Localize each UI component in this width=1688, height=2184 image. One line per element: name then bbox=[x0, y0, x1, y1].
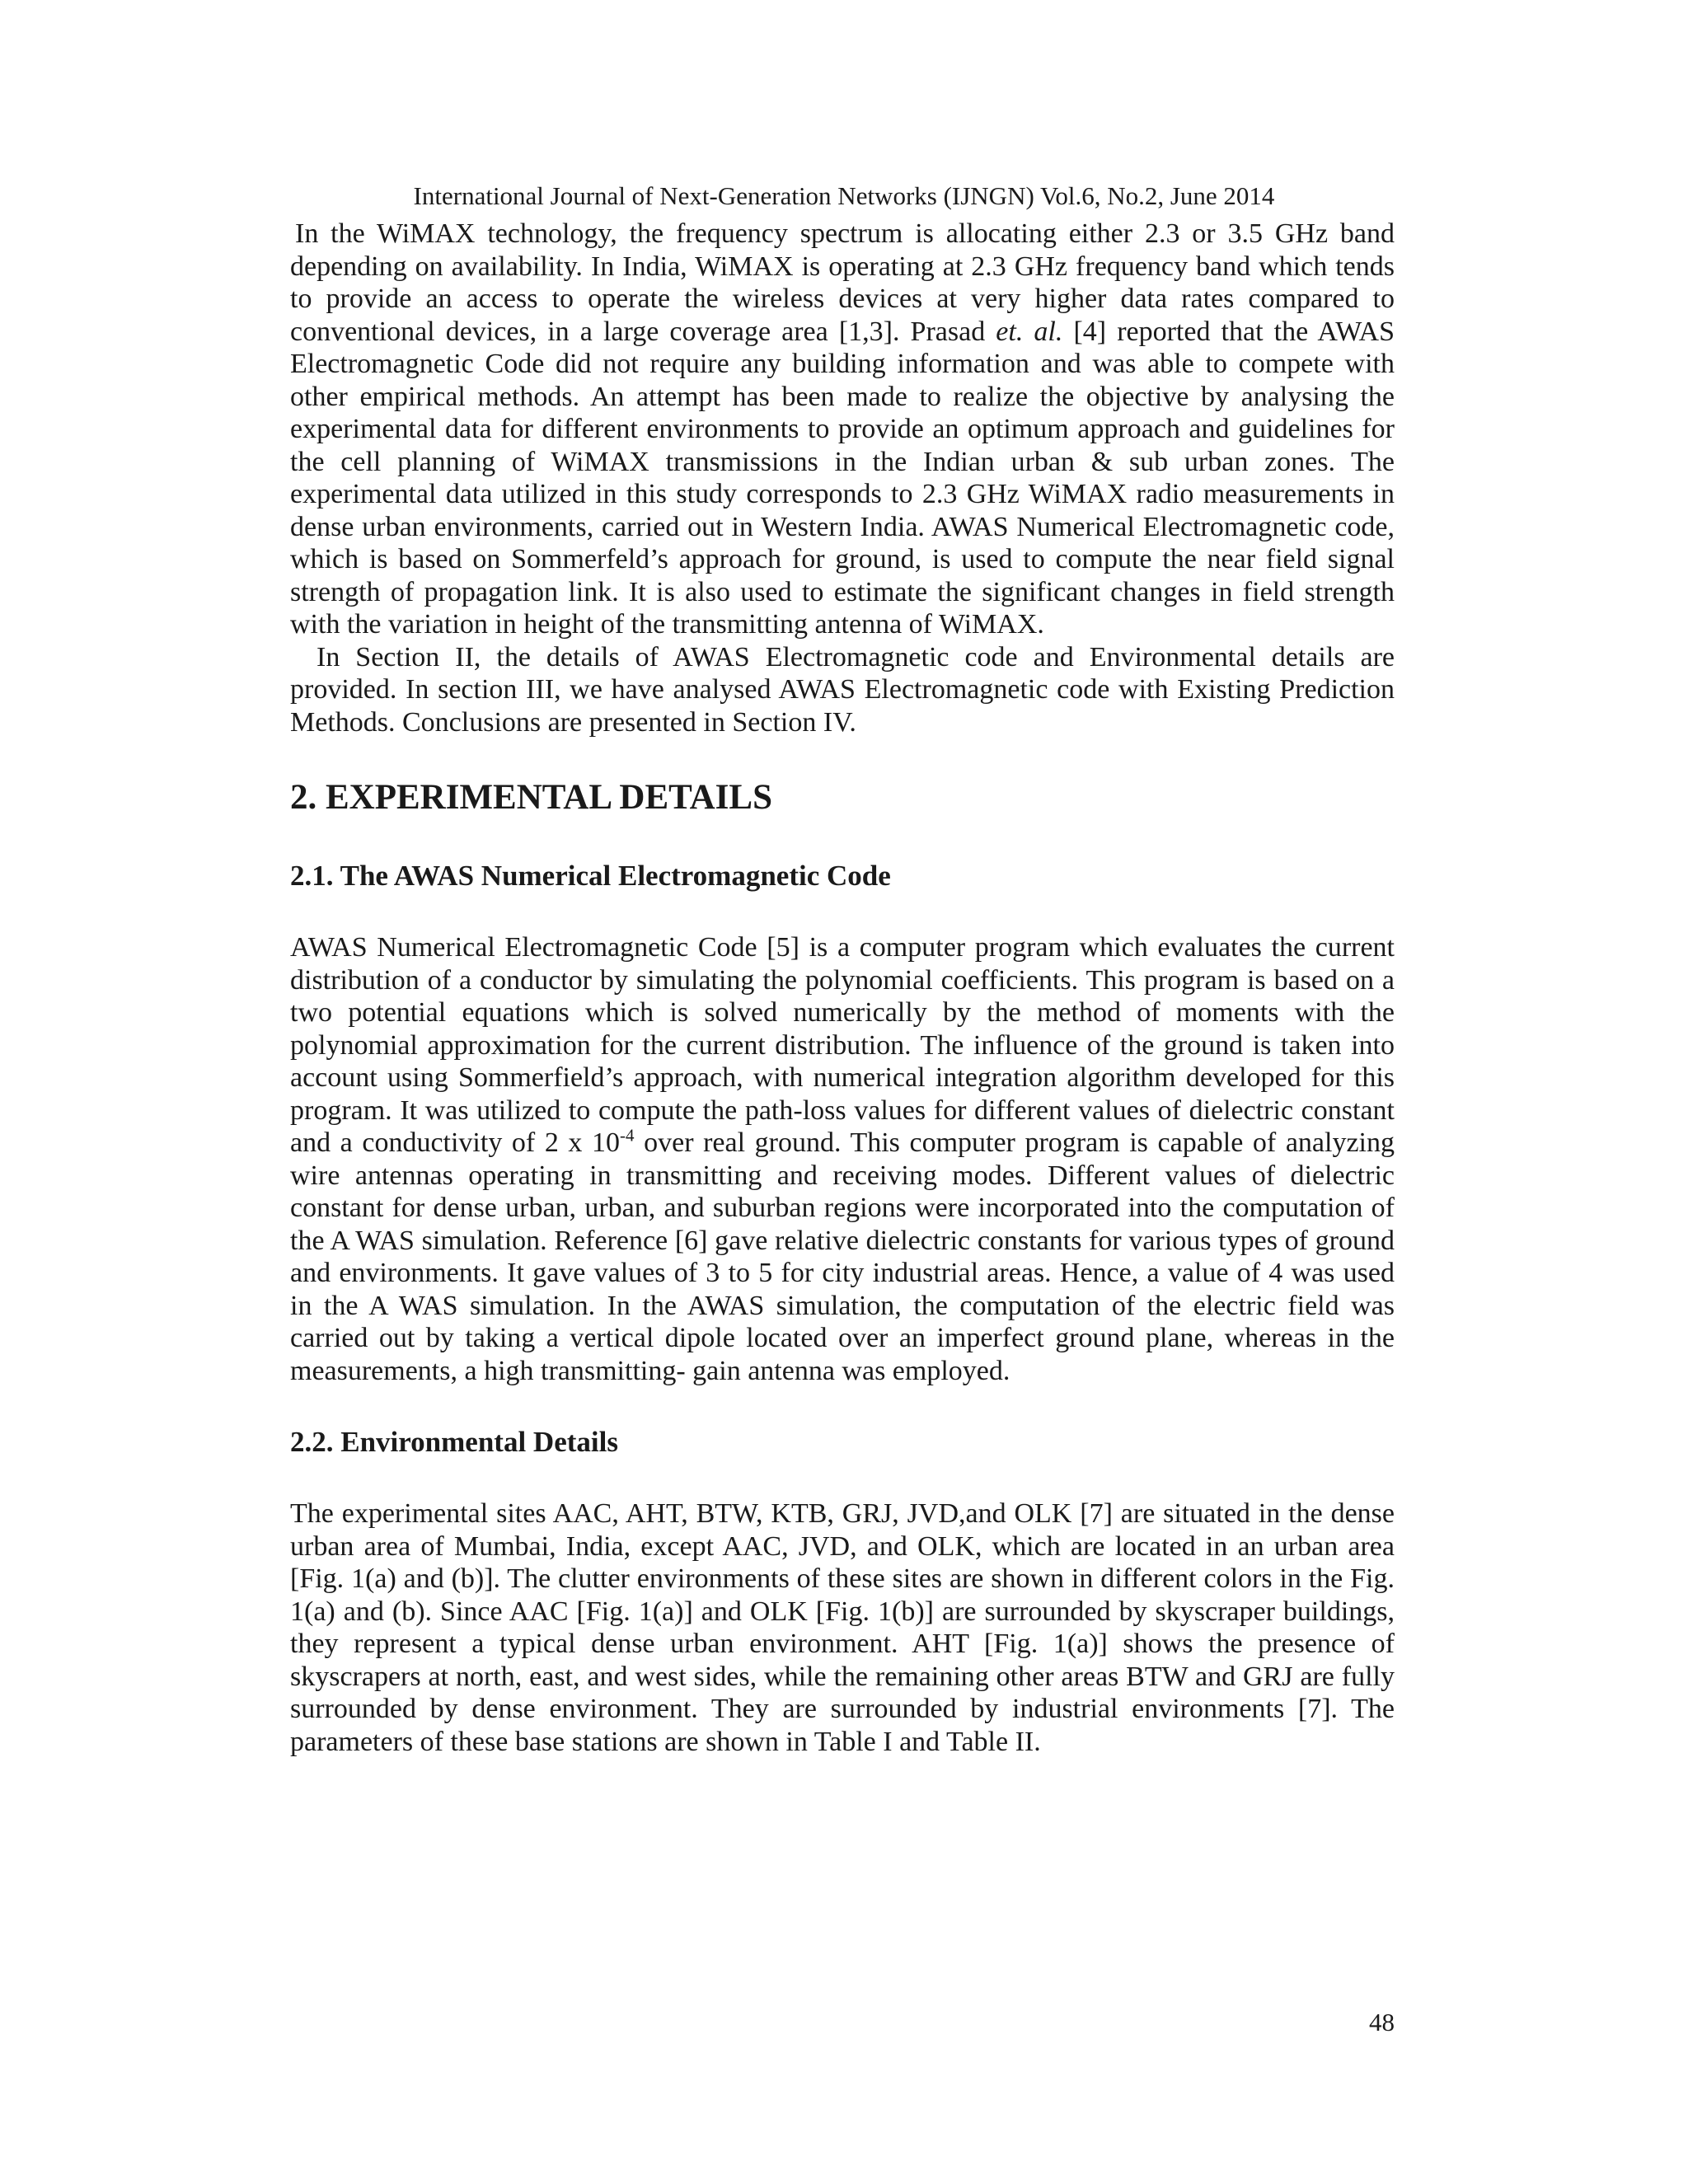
section-2-1-text-a: AWAS Numerical Electromagnetic Code [5] is a computer program which evaluates the current distribution of a conductor by simulating the polynomial coefficients. This program is based on a two potential equations which is solved numerically by the method of moments with the polynomial approximation for the current distribution. The influence of the ground is taken into account using Sommerfield’s approach, with numerical integration algorithm developed for this program. It was utilized to compute the path-loss values for different values of dielectric constant and a conductivity of 2 x 10 bbox=[290, 932, 1395, 1158]
section-2-2-heading: 2.2. Environmental Details bbox=[290, 1426, 618, 1458]
section-2-1-text-b: over real ground. This computer program is capable of analyzing wire antennas operating in transmitting and receiving modes. Different values of dielectric constant for dense urban, urban, and suburban regions were incorporated into the computation of the A WAS simulation. Reference [6] gave relative dielectric constants for various types of ground and environments. It gave values of 3 to 5 for city industrial areas. Hence, a value of 4 was used in the A WAS simulation. In the AWAS simulation, the computation of the electric field was carried out by taking a vertical dipole located over an imperfect ground plane, whereas in the measurements, a high transmitting- gain antenna was employed. bbox=[290, 1127, 1395, 1386]
exponent-superscript: -4 bbox=[620, 1125, 635, 1146]
journal-header: International Journal of Next-Generation Networks (IJNGN) Vol.6, No.2, June 2014 bbox=[413, 181, 1275, 210]
intro-paragraph-1 bbox=[290, 218, 1395, 641]
section-2-heading: 2. EXPERIMENTAL DETAILS bbox=[290, 778, 772, 817]
intro-p1-text-a: In the WiMAX technology, the frequency spectrum is allocating either 2.3 or 3.5 GHz band depending on availability. In India, WiMAX is operating at 2.3 GHz frequency band which tends to provide an access to operate the wireless devices at very higher data rates compared to conventional devices, in a large coverage area [1,3]. Prasad bbox=[290, 218, 1395, 347]
intro-paragraph-2: In Section II, the details of AWAS Electromagnetic code and Environmental details are provided. In section III, we have analysed AWAS Electromagnetic code with Existing Prediction Methods. Conclusions are presented in Section IV. bbox=[290, 641, 1395, 738]
section-2-1-heading: 2.1. The AWAS Numerical Electromagnetic Code bbox=[290, 860, 891, 892]
page-body bbox=[290, 218, 1395, 1758]
intro-p1-text-b: [4] reported that the AWAS Electromagnetic Code did not require any building information and was able to compete with other empirical methods. An attempt has been made to realize the objective by analysing the experimental data for different environments to provide an optimum approach and guidelines for the cell planning of WiMAX transmissions in the Indian urban & sub urban zones. The experimental data utilized in this study corresponds to 2.3 GHz WiMAX radio measurements in dense urban environments, carried out in Western India. AWAS Numerical Electromagnetic code, which is based on Sommerfeld’s approach for ground, is used to compute the near field signal strength of propagation link. It is also used to estimate the significant changes in field strength with the variation in height of the transmitting antenna of WiMAX. bbox=[290, 316, 1395, 640]
page-number: 48 bbox=[1369, 2008, 1395, 2036]
section-2-2-paragraph: The experimental sites AAC, AHT, BTW, KTB, GRJ, JVD,and OLK [7] are situated in the dense urban area of Mumbai, India, except AAC, JVD, and OLK, which are located in an urban area [Fig. 1(a) and (b)]. The clutter environments of these sites are shown in different colors in the Fig. 1(a) and (b). Since AAC [Fig. 1(a)] and OLK [Fig. 1(b)] are surrounded by skyscraper buildings, they represent a typical dense urban environment. AHT [Fig. 1(a)] shows the presence of skyscrapers at north, east, and west sides, while the remaining other areas BTW and GRJ are fully surrounded by dense environment. They are surrounded by industrial environments [7]. The parameters of these base stations are shown in Table I and Table II. bbox=[290, 1498, 1395, 1757]
intro-p1-etal: et. al. bbox=[996, 316, 1063, 347]
section-2-1-paragraph bbox=[290, 931, 1395, 1387]
